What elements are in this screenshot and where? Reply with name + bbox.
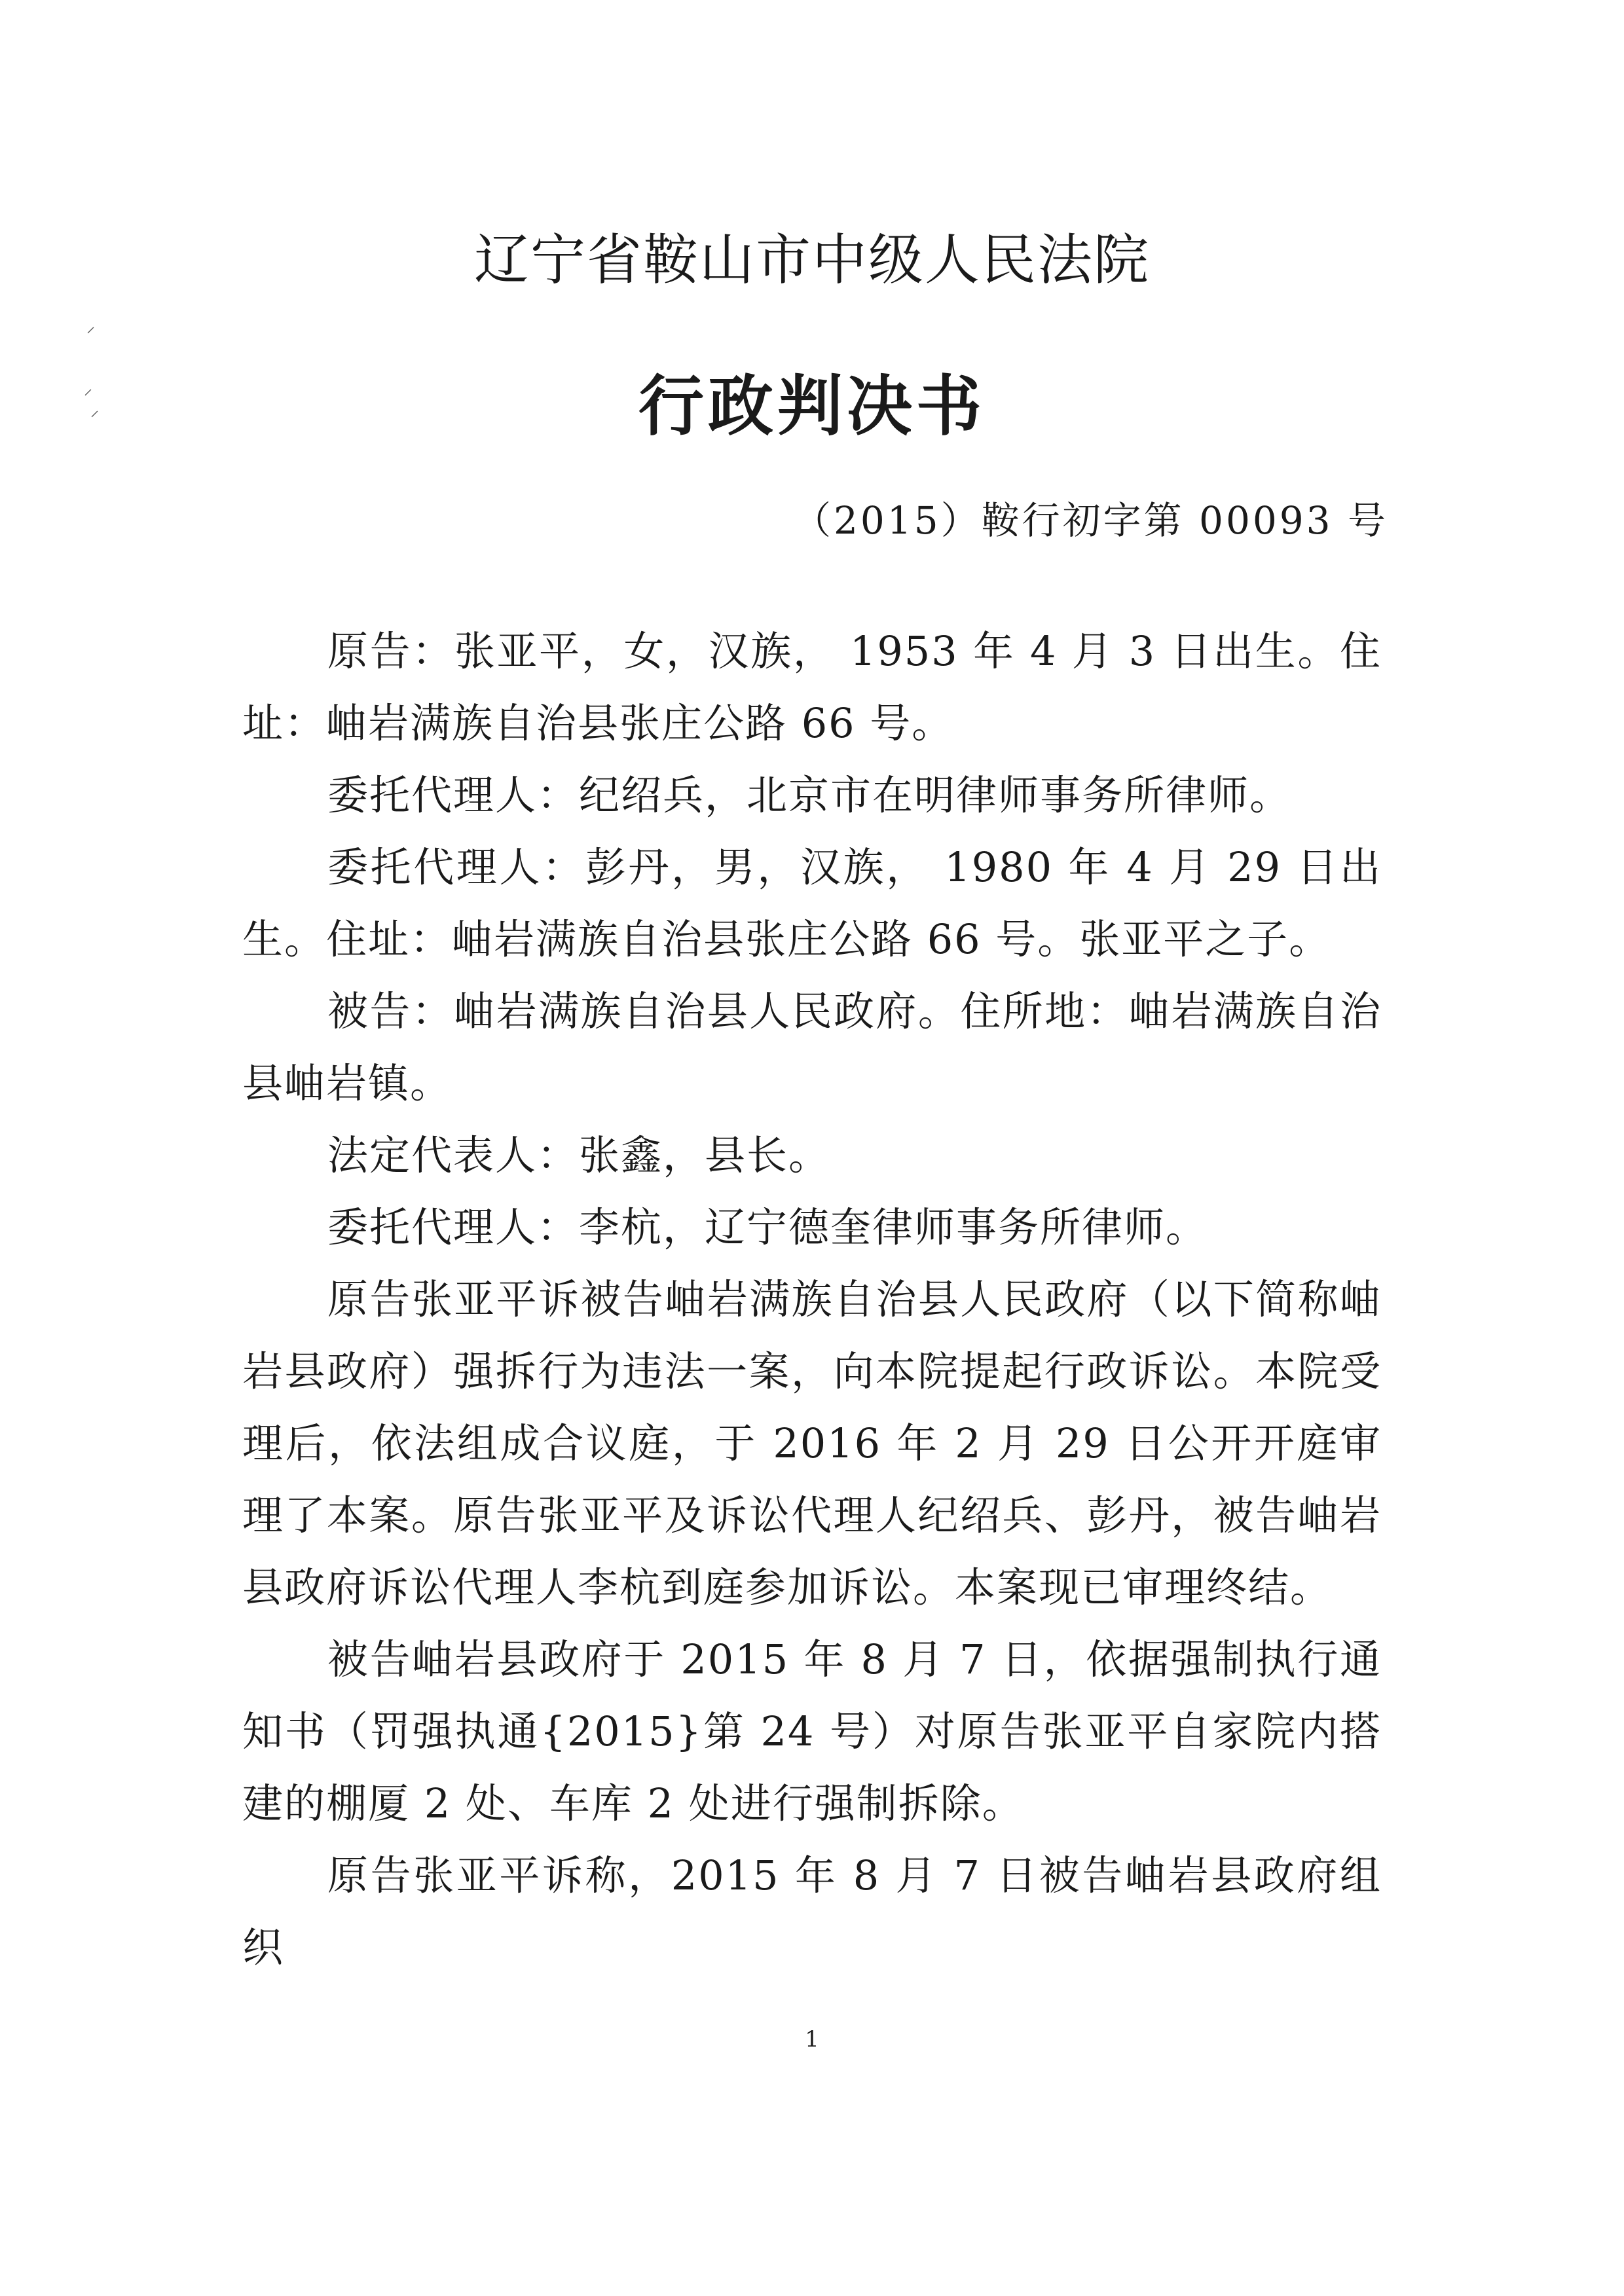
legal-representative-paragraph: 法定代表人：张鑫，县长。: [327, 1131, 831, 1179]
agent-paragraph: 委托代理人：彭丹，男，汉族， 1980 年 4 月 29 日出生。住址：岫岩满族自治县张庄公路 66 号。张亚平之子。: [242, 843, 1382, 963]
case-summary-paragraph: 原告张亚平诉被告岫岩满族自治县人民政府（以下简称岫岩县政府）强拆行为违法一案，向本院提起行政诉讼。本院受理后，依法组成合议庭，于 2016 年 2 月 29 日公开开庭审理了本案。原告张亚平及诉讼代理人纪绍兵、彭丹，被告岫岩县政府诉讼代理人李杭到庭参加诉讼。本案现已审理终结。: [242, 1275, 1382, 1611]
scan-artifact: ⸍: [86, 324, 96, 344]
plaintiff-paragraph: 原告：张亚平，女，汉族， 1953 年 4 月 3 日出生。住址：岫岩满族自治县张庄公路 66 号。: [242, 627, 1382, 747]
agent-paragraph: 委托代理人：李杭，辽宁德奎律师事务所律师。: [327, 1203, 1208, 1251]
scan-artifact: ⸍: [84, 386, 93, 406]
defendant-paragraph: 被告：岫岩满族自治县人民政府。住所地：岫岩满族自治县岫岩镇。: [242, 987, 1382, 1107]
court-name: 辽宁省鞍山市中级人民法院: [473, 228, 1150, 292]
facts-paragraph: 被告岫岩县政府于 2015 年 8 月 7 日，依据强制执行通知书（罚强执通{2015}第 24 号）对原告张亚平自家院内搭建的棚厦 2 处、车库 2 处进行强制拆除。: [242, 1635, 1382, 1827]
judgment-body: [242, 615, 1382, 1984]
agent-paragraph: 委托代理人：纪绍兵，北京市在明律师事务所律师。: [327, 771, 1292, 819]
claim-paragraph: 原告张亚平诉称，2015 年 8 月 7 日被告岫岩县政府组织: [242, 1851, 1382, 1971]
document-title: 行政判决书: [638, 368, 986, 445]
page-number: 1: [805, 2026, 819, 2052]
case-number: （2015）鞍行初字第 00093 号: [793, 498, 1388, 543]
scan-artifact: ⸍: [90, 408, 100, 428]
